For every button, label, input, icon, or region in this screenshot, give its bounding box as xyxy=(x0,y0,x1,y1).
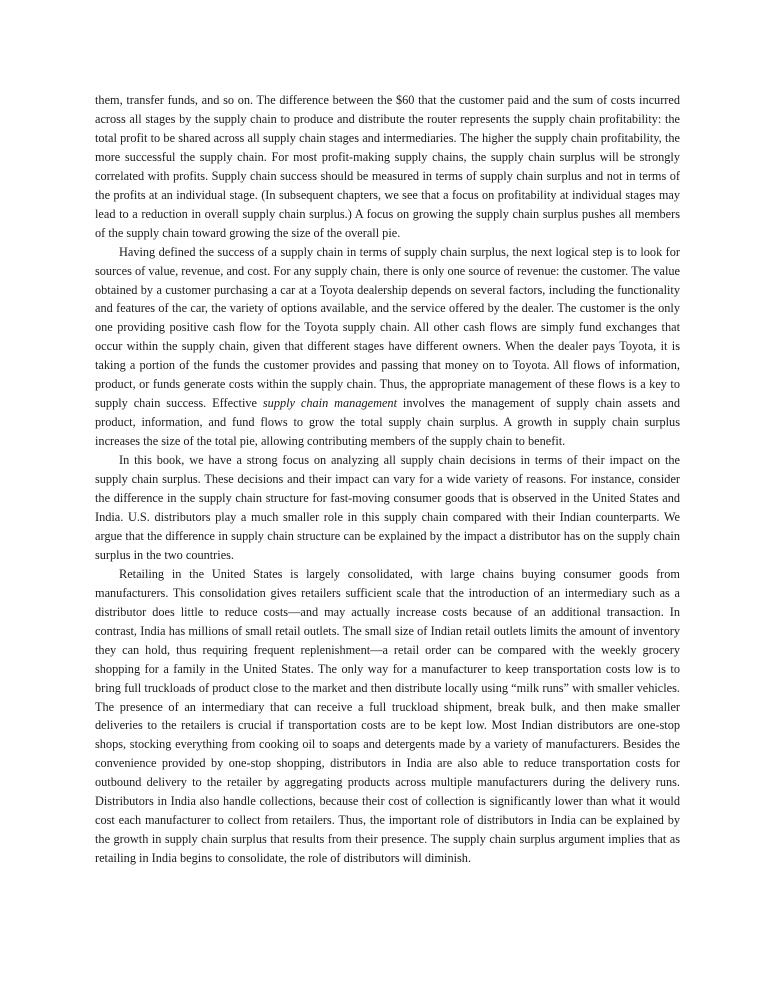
paragraph-1 xyxy=(95,91,680,243)
paragraph-text: involves the management of supply chain assets and product, information, and fund flows to grow the total supply chain surplus. A growth in supply chain surplus increases the size of the total pie, allowing contributing members of the supply chain to benefit. xyxy=(95,396,680,449)
paragraph-2 xyxy=(95,243,680,451)
paragraph-3 xyxy=(95,451,680,565)
paragraph-text: In this book, we have a strong focus on analyzing all supply chain decisions in terms of their impact on the supply chain surplus. These decisions and their impact can vary for a wide variety of reasons. For instance, consider the difference in the supply chain structure for fast-moving consumer goods that is observed in the United States and India. U.S. distributors play a much smaller role in this supply chain compared with their Indian counterparts. We argue that the difference in supply chain structure can be explained by the impact a distributor has on the supply chain surplus in the two countries. xyxy=(95,453,680,562)
body-text xyxy=(95,91,680,868)
paragraph-text: them, transfer funds, and so on. The difference between the $60 that the customer paid and the sum of costs incurred across all stages by the supply chain to produce and distribute the router represents the supply chain profitability: the total profit to be shared across all supply chain stages and intermediaries. The higher the supply chain profitability, the more successful the supply chain. For most profit-making supply chains, the supply chain surplus will be strongly correlated with profits. Supply chain success should be measured in terms of supply chain surplus and not in terms of the profits at an individual stage. (In subsequent chapters, we see that a focus on profitability at individual stages may lead to a reduction in overall supply chain surplus.) A focus on growing the supply chain surplus pushes all members of the supply chain toward growing the size of the overall pie. xyxy=(95,93,680,240)
paragraph-text: Having defined the success of a supply chain in terms of supply chain surplus, the next logical step is to look for sources of value, revenue, and cost. For any supply chain, there is only one source of revenue: the customer. The value obtained by a customer purchasing a car at a Toyota dealership depends on several factors, including the functionality and features of the car, the variety of options available, and the service offered by the dealer. The customer is the only one providing positive cash flow for the Toyota supply chain. All other cash flows are simply fund exchanges that occur within the supply chain, given that different stages have different owners. When the dealer pays Toyota, it is taking a portion of the funds the customer provides and passing that money on to Toyota. All flows of information, product, or funds generate costs within the supply chain. Thus, the appropriate management of these flows is a key to supply chain success. Effective xyxy=(95,244,680,411)
paragraph-text: Retailing in the United States is largely consolidated, with large chains buying consumer goods from manufacturers. This consolidation gives retailers sufficient scale that the introduction of an intermediary such as a distributor does little to reduce costs—and may actually increase costs because of an additional transaction. In contrast, India has millions of small retail outlets. The small size of Indian retail outlets limits the amount of inventory they can hold, thus requiring frequent replenishment—a retail order can be compared with the weekly grocery shopping for a family in the United States. The only way for a manufacturer to keep transportation costs low is to bring full truckloads of product close to the market and then distribute locally using “milk runs” with smaller vehicles. The presence of an intermediary that can receive a full truckload shipment, break bulk, and then make smaller deliveries to the retailers is crucial if transportation costs are to be kept low. Most Indian distributors are one-stop shops, stocking everything from cooking oil to soaps and detergents made by a variety of manufacturers. Besides the convenience provided by one-stop shopping, distributors in India are also able to reduce transportation costs for outbound delivery to the retailer by aggregating products across multiple manufacturers during the delivery runs. Distributors in India also handle collections, because their cost of collection is significantly lower than what it would cost each manufacturer to collect from retailers. Thus, the important role of distributors in India can be explained by the growth in supply chain surplus that results from their presence. The supply chain surplus argument implies that as retailing in India begins to consolidate, the role of distributors will diminish. xyxy=(95,566,680,866)
emphasized-term: supply chain management xyxy=(262,396,397,411)
paragraph-4 xyxy=(95,565,680,868)
